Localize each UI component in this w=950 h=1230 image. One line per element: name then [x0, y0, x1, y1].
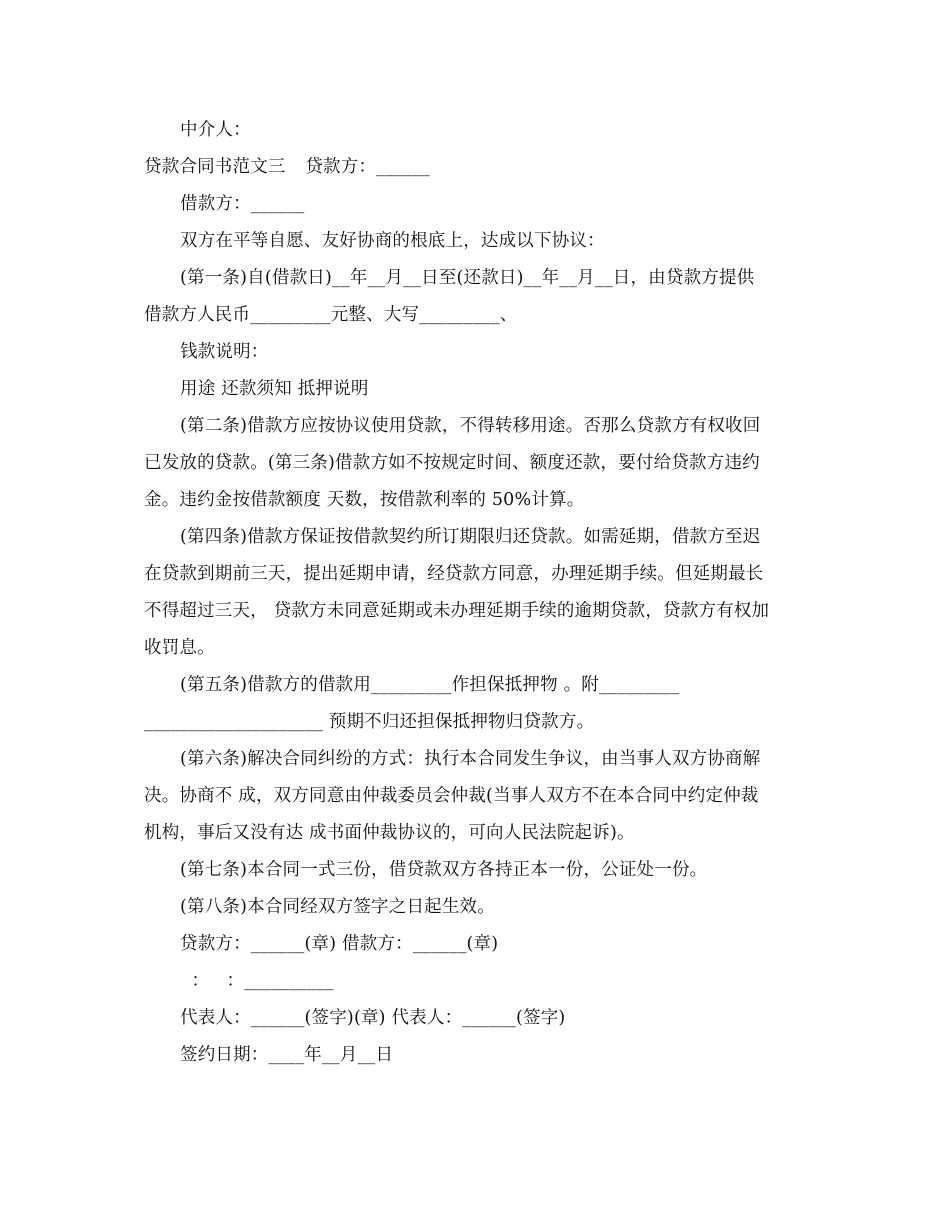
article-5-line-2: ____________________ 预期不归还担保抵押物归贷款方。 [144, 712, 595, 732]
article-5-line-1: (第五条)借款方的借款用_________作担保抵押物 。附_________ [180, 675, 680, 695]
article-4-line-2: 在贷款到期前三天，提出延期申请，经贷款方同意，办理延期手续。但延期最长 [144, 564, 764, 584]
article-4-line-1: (第四条)借款方保证按借款契约所订期限归还贷款。如需延期，借款方至迟 [180, 527, 761, 547]
article-4-line-4: 收罚息。 [144, 638, 215, 658]
intermediary-line: 中介人： [180, 120, 251, 140]
article-2-line-1: (第二条)借款方应按协议使用贷款，不得转移用途。否那么贷款方有权收回 [180, 416, 761, 436]
article-6-line-1: (第六条)解决合同纠纷的方式：执行本合同发生争议，由当事人双方协商解 [180, 749, 761, 769]
article-4-line-3: 不得超过三天， 贷款方未同意延期或未办理延期手续的逾期贷款，贷款方有权加 [144, 601, 770, 621]
article-6-line-2: 决。协商不 成，双方同意由仲裁委员会仲裁(当事人双方不在本合同中约定仲裁 [144, 786, 759, 806]
article-8-line: (第八条)本合同经双方签字之日起生效。 [180, 897, 495, 917]
article-1-line-2: 借款方人民币_________元整、大写_________、 [144, 305, 518, 325]
signature-parties-line: 贷款方：______(章) 借款方：______(章) [180, 934, 499, 954]
signature-blank-line: ： ：__________ [180, 971, 334, 991]
article-2-3-line-2: 已发放的贷款。(第三条)借款方如不按规定时间、额度还款，要付给贷款方违约 [144, 453, 760, 473]
representatives-line: 代表人：______(签字)(章) 代表人：______(签字) [180, 1008, 566, 1028]
usage-repayment-mortgage: 用途 还款须知 抵押说明 [180, 379, 369, 399]
article-1-line-1: (第一条)自(借款日)__年__月__日至(还款日)__年__月__日，由贷款方提供 [180, 268, 755, 288]
contract-page [144, 112, 806, 1074]
borrower-line: 借款方：______ [180, 194, 305, 214]
signing-date-line: 签约日期：____年__月__日 [180, 1045, 394, 1065]
article-7-line: (第七条)本合同一式三份，借贷款双方各持正本一份，公证处一份。 [180, 860, 708, 880]
agreement-intro: 双方在平等自愿、友好协商的根底上，达成以下协议： [180, 231, 605, 251]
article-6-line-3: 机构，事后又没有达 成书面仲裁协议的，可向人民法院起诉)。 [144, 823, 635, 843]
document-title-line: 贷款合同书范文三 贷款方：______ [144, 157, 430, 177]
article-3-line-3: 金。违约金按借款额度 天数，按借款利率的 50%计算。 [144, 490, 585, 510]
funds-description-label: 钱款说明： [180, 342, 269, 362]
